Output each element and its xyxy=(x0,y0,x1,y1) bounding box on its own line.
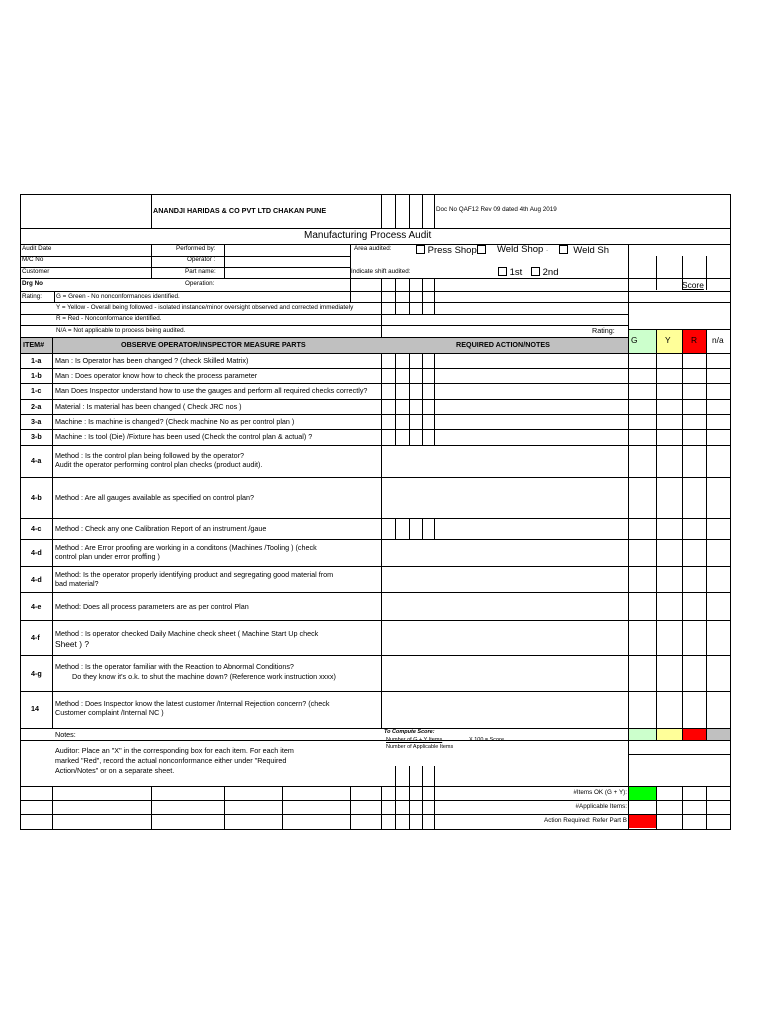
r-column-header: R xyxy=(691,335,698,345)
g-column-header: G xyxy=(631,335,638,345)
item-number: 1-a xyxy=(31,356,42,365)
item-text-line2: Do they know it's o.k. to shut the machine down? (Reference work instruction xxxx) xyxy=(72,672,336,681)
shift-1st-option[interactable]: 1st xyxy=(498,267,522,278)
item-text-line2: control plan under error proffing ) xyxy=(55,552,160,561)
score-label: Score xyxy=(682,280,704,290)
item-text: Material : Is material has been changed ( Check JRC nos ) xyxy=(55,402,242,411)
item-number: 3-a xyxy=(31,417,42,426)
applicable-items-label: #Applicable Items: xyxy=(575,803,627,810)
page-title: Manufacturing Process Audit xyxy=(304,230,432,241)
observe-column-header: OBSERVE OPERATOR/INSPECTOR MEASURE PARTS xyxy=(121,340,306,349)
auditor-instruction-3: Action/Notes" or on a separate sheet. xyxy=(55,766,175,775)
weld-shop-checkbox[interactable] xyxy=(477,245,486,254)
press-shop-option[interactable]: Press Shop xyxy=(416,245,486,256)
item-text: Method : Are Error proofing are working in a conditons (Machines /Tooling ) (check xyxy=(55,543,317,552)
item-text-line2: Customer complaint /Internal NC ) xyxy=(55,708,164,717)
item-number: 4-e xyxy=(31,602,42,611)
action-column-header: REQUIRED ACTION/NOTES xyxy=(456,340,550,349)
item-text: Machine : Is machine is changed? (Check machine No as per control plan ) xyxy=(55,417,295,426)
formula-denominator: Number of Applicable Items xyxy=(386,744,454,750)
item-text: Method : Is the operator familiar with the Reaction to Abnormal Conditions? xyxy=(55,662,294,671)
weld-shop-option[interactable]: Weld Shop · xyxy=(497,244,549,255)
item-text: Method : Is the control plan being followed by the operator? xyxy=(55,451,244,460)
item-number: 4-c xyxy=(31,524,42,533)
mc-no-label: M/C No xyxy=(22,256,44,263)
to-compute-label: To Compute Score: xyxy=(384,729,435,735)
item-text: Man Does Inspector understand how to use the gauges and perform all required checks correctly? xyxy=(55,386,368,395)
rating-right-label: Rating: xyxy=(592,326,615,335)
item-column-header: ITEM# xyxy=(23,340,45,349)
rating-label: Rating: xyxy=(22,293,42,300)
outer-border xyxy=(20,194,731,830)
shift-1st-checkbox[interactable] xyxy=(498,267,507,276)
audit-date-label: Audit Date xyxy=(22,245,52,252)
item-number: 4-b xyxy=(31,493,42,502)
item-text: Man : Does operator know how to check the process parameter xyxy=(55,371,258,380)
press-shop-checkbox[interactable] xyxy=(416,245,425,254)
item-text: Machine : Is tool (Die) /Fixture has been used (Check the control plan & actual) ? xyxy=(55,432,313,441)
formula-numerator: Number of G + Y Items xyxy=(386,737,443,743)
item-number: 4-g xyxy=(31,669,42,678)
item-number: 14 xyxy=(31,704,39,713)
item-text: Method : Are all gauges available as specified on control plan? xyxy=(55,493,254,502)
item-number: 4-d xyxy=(31,548,42,557)
shift-2nd-checkbox[interactable] xyxy=(531,267,540,276)
item-text: Method : Does Inspector know the latest customer /Internal Rejection concern? (check xyxy=(55,699,330,708)
weld-sh-option[interactable]: Weld Sh xyxy=(559,245,609,256)
item-text-line2: Sheet ) ? xyxy=(55,639,89,649)
rating-red: R = Red - Nonconformance identified. xyxy=(56,315,162,322)
drg-no-label: Drg No xyxy=(22,280,43,287)
item-number: 1-b xyxy=(31,371,42,380)
rating-green: G = Green - No nonconformances identified. xyxy=(56,293,180,300)
rating-na: N/A = Not applicable to process being audited. xyxy=(56,327,186,334)
doc-number: Doc No QAF12 Rev 09 dated 4th Aug 2019 xyxy=(436,206,557,213)
notes-label: Notes: xyxy=(55,730,76,739)
auditor-instruction-2: marked "Red", record the actual nonconformance either under "Required xyxy=(55,756,287,765)
item-number: 2-a xyxy=(31,402,42,411)
company-name: ANANDJI HARIDAS & CO PVT LTD CHAKAN PUNE xyxy=(153,206,327,215)
item-number: 3-b xyxy=(31,432,42,441)
item-text: Man : Is Operator has been changed ? (check Skilled Matrix) xyxy=(55,356,249,365)
audit-sheet xyxy=(20,194,731,830)
item-text: Method : Is operator checked Daily Machine check sheet ( Machine Start Up check xyxy=(55,629,319,638)
formula-multiplier: X 100 = Score xyxy=(469,737,505,743)
items-ok-label: #Items OK (G + Y): xyxy=(573,789,627,796)
item-text: Method : Check any one Calibration Report of an instrument /gaue xyxy=(55,524,267,533)
item-text-line2: bad material? xyxy=(55,579,99,588)
shift-2nd-option[interactable]: 2nd xyxy=(531,267,559,278)
item-text-line2: Audit the operator performing control plan checks (product audit). xyxy=(55,460,263,469)
y-column-header: Y xyxy=(665,335,671,345)
na-column-header: n/a xyxy=(712,335,724,345)
item-number: 4-a xyxy=(31,456,42,465)
indicate-shift-label: Indicate shift audited: xyxy=(351,268,411,275)
operator-label: Operator : xyxy=(187,256,216,263)
operation-label: Operation: xyxy=(185,280,215,287)
weld-sh-checkbox[interactable] xyxy=(559,245,568,254)
item-number: 4-d xyxy=(31,575,42,584)
area-audited-label: Area audited: xyxy=(354,245,392,252)
rating-yellow: Y = Yellow - Overall being followed - isolated instance/minor oversight observed and corrected immediately xyxy=(56,304,354,311)
item-number: 1-c xyxy=(31,386,42,395)
part-name-label: Part name: xyxy=(185,268,216,275)
item-number: 4-f xyxy=(31,633,40,642)
item-text: Method: Does all process parameters are as per control Plan xyxy=(55,602,249,611)
item-text: Method: Is the operator properly identifying product and segregating good material from xyxy=(55,570,334,579)
performed-by-label: Performed by: xyxy=(176,245,216,252)
auditor-instruction-1: Auditor: Place an "X" in the corresponding box for each item. For each item xyxy=(55,746,294,755)
customer-label: Customer xyxy=(22,268,50,275)
action-required-label: Action Required: Refer Part B xyxy=(544,817,627,824)
